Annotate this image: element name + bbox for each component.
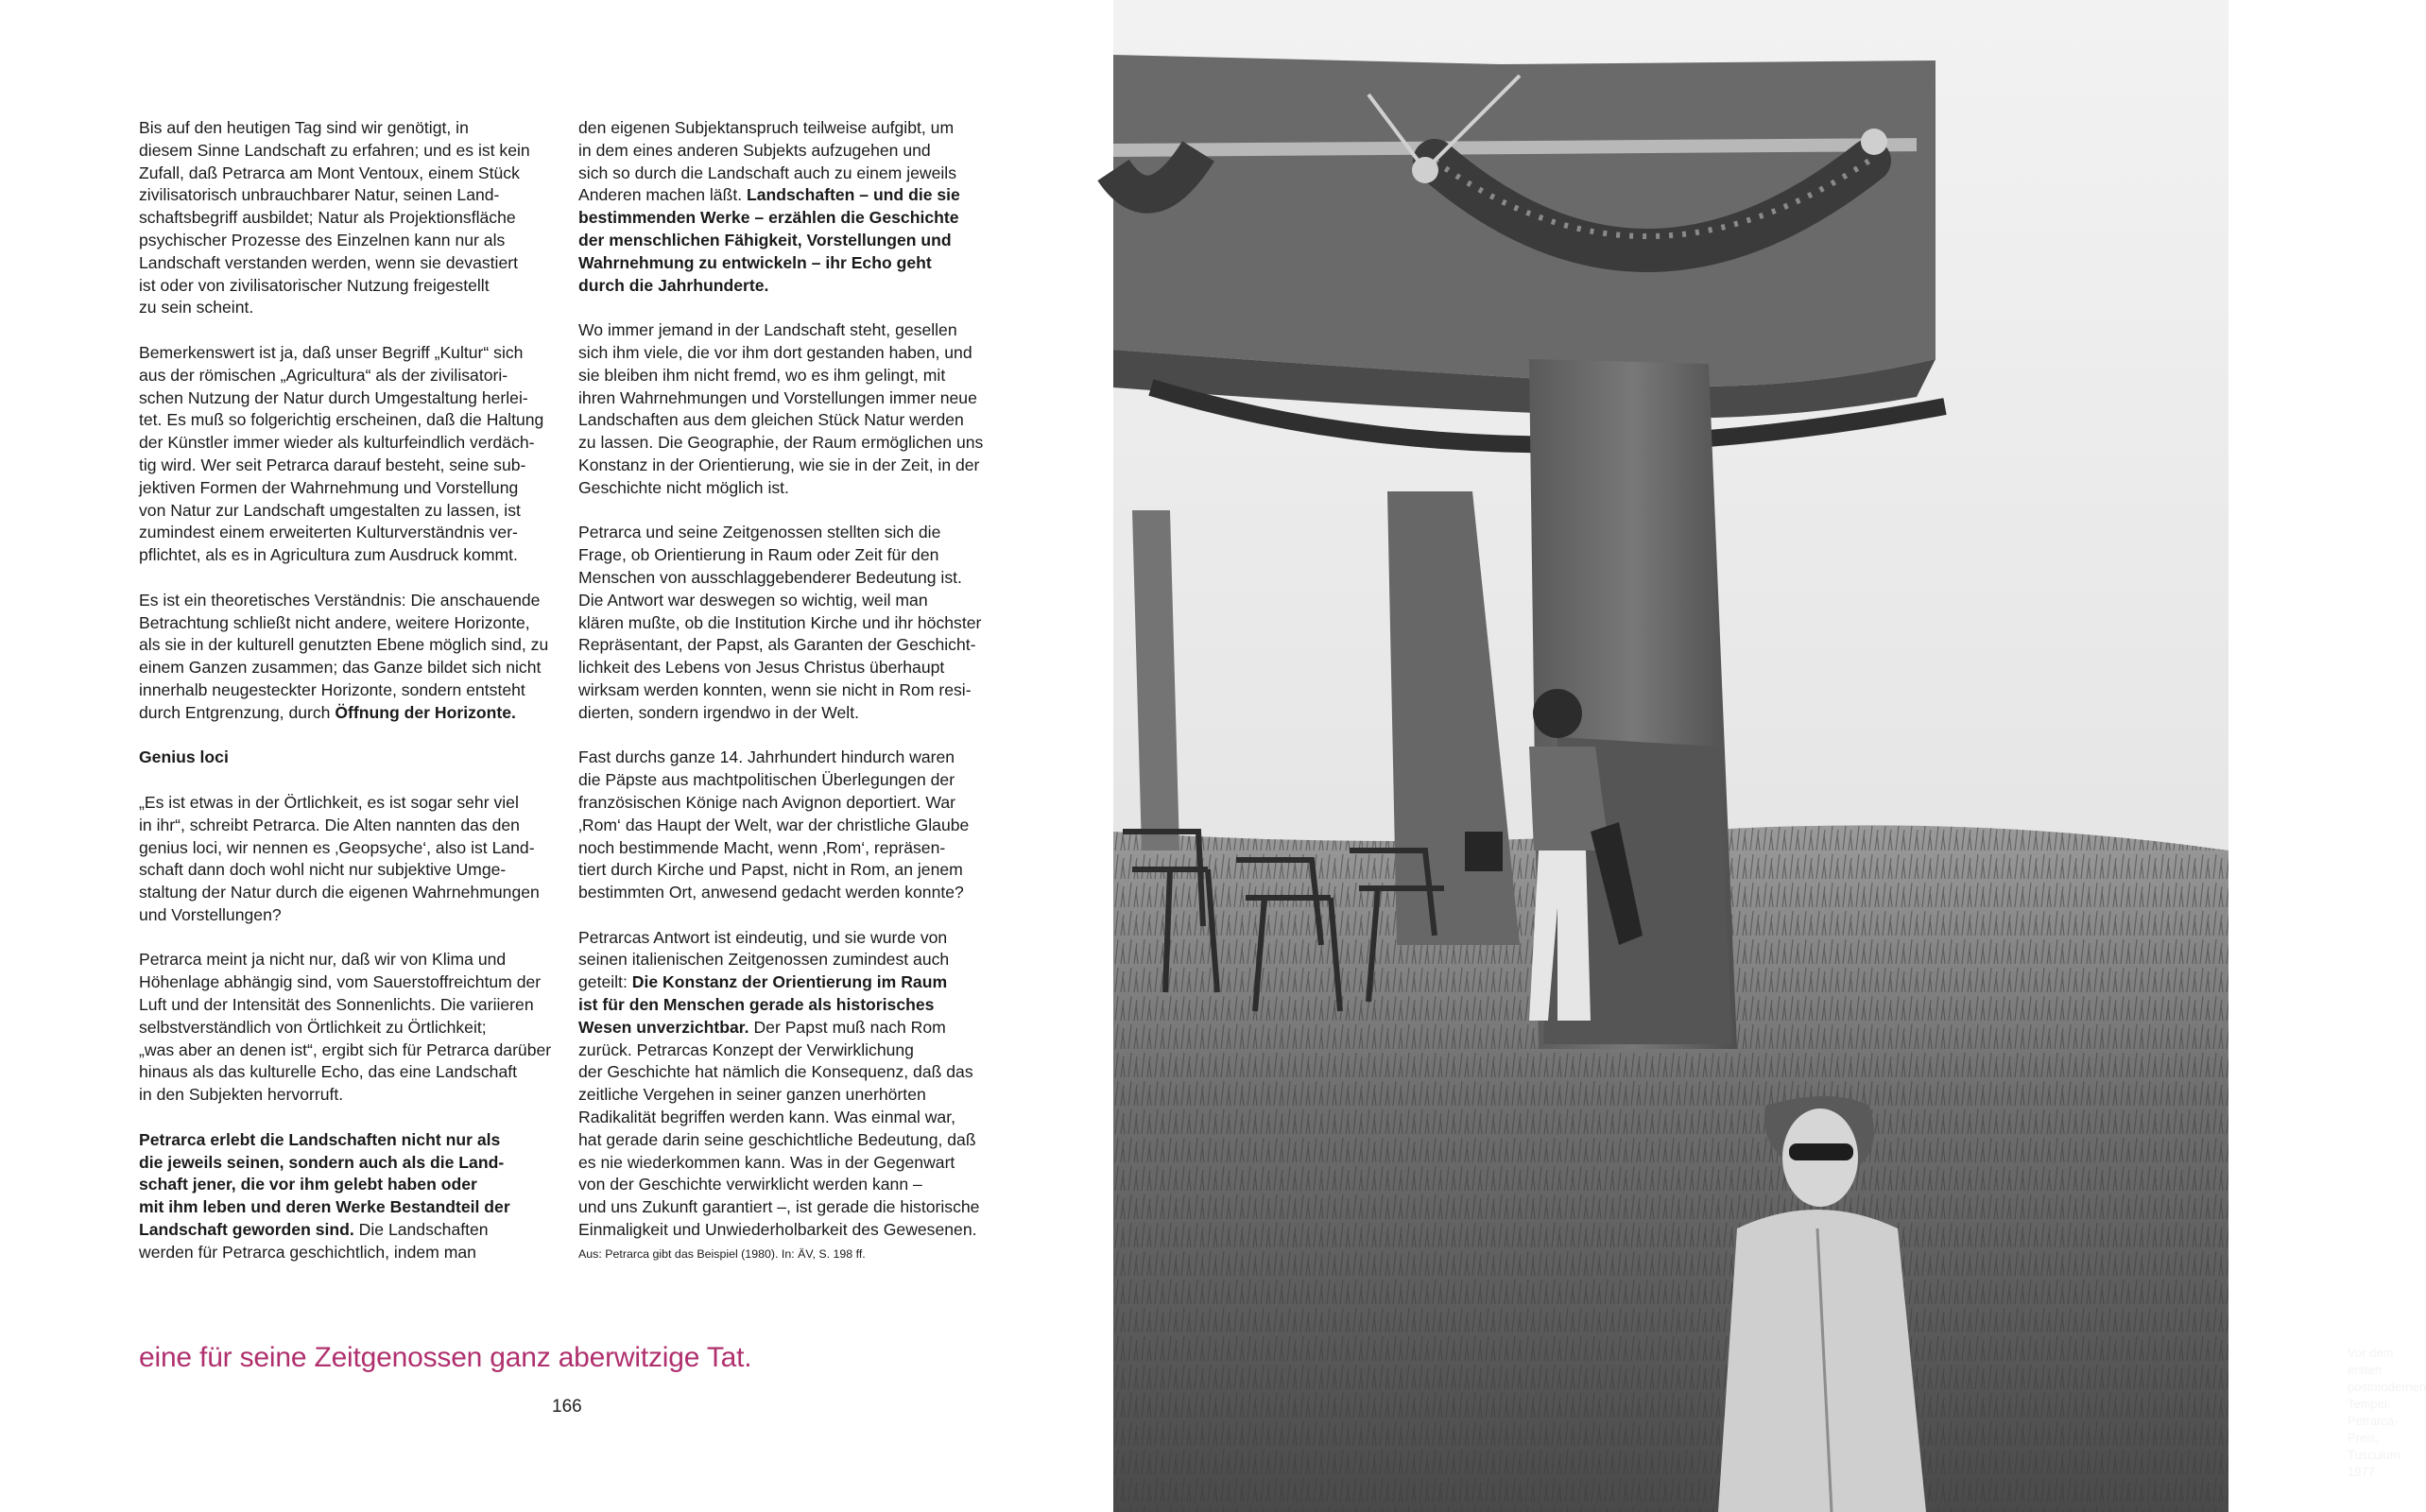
left-page [0, 0, 1113, 1512]
temple-photo-illustration [1113, 0, 2228, 1512]
paragraph-text: den eigenen Subjektanspruch teilweise aufgibt, um in dem eines anderen Subjekts aufzugehen und sich so durch die Landschaft auch zu einem jeweils Anderen machen läßt. [578, 118, 956, 205]
temple-canopy [1113, 55, 1945, 445]
emphasis-text: Öffnung der Horizonte. [335, 702, 516, 722]
paragraph-text: Der Papst muß nach Rom zurück. Petrarcas Konzept der Verwirklichung der Geschichte hat nämlich die Konsequenz, daß das zeitliche Vergehen in seiner ganzen unerhörten Radikalität begriffen werden kann. Was einmal war, hat gerade darin seine geschichtliche Bedeutung, daß es nie wiederkommen kann. Was in der Gegenwart von der Geschichte verwirklicht werden kann – und uns Zukunft garantiert –, ist gerade die historische Einmaligkeit und Unwiederholbarkeit des Gewesenen. [578, 1017, 980, 1240]
text-column-left [139, 117, 569, 1264]
section-heading: Genius loci [139, 747, 229, 767]
emphasis-text: Landschaften – und die sie bestimmenden Werke – erzählen die Geschichte der menschlichen Fähigkeit, Vorstellungen und Wahrnehmung zu entwickeln – ihr Echo geht durch die Jahrhunderte. [578, 185, 960, 295]
paragraph [139, 590, 569, 725]
paragraph: „Es ist etwas in der Örtlichkeit, es ist sogar sehr viel in ihr“, schreibt Petrarca. Die Alten nannten das den genius loci, wir nennen es ‚Geopsyche‘, also ist Land- schaft dann doch wohl nicht nur subjektive Umge- staltung der Natur durch die eigenen Wahrnehmungen und Vorstellungen? [139, 792, 540, 924]
pull-quote: eine für seine Zeitgenossen ganz aberwitzige Tat. [139, 1342, 752, 1373]
paragraph: Petrarca meint ja nicht nur, daß wir von Klima und Höhenlage abhängig sind, vom Sauerstoffreichtum der Luft und der Intensität des Sonnenlichts. Die variieren selbstverständlich von Örtlichkeit zu Örtlichkeit; „was aber an denen ist“, ergibt sich für Petrarca darüber hinaus als das kulturelle Echo, das eine Landschaft in den Subjekten hervorruft. [139, 950, 552, 1105]
paragraph [578, 927, 1008, 1242]
paragraph: Bis auf den heutigen Tag sind wir genötigt, in diesem Sinne Landschaft zu erfahren; und es ist kein Zufall, daß Petrarca am Mont Ventoux, einem Stück zivilisatorisch unbrauchbarer Natur, seinen Land- schaftsbegriff ausbildet; Natur als Projektionsfläche psychischer Prozesse des Einzelnen kann nur als Landschaft verstanden werden, wenn sie devastiert ist oder von zivilisatorischer Nutzung freigestellt zu sein scheint. [139, 118, 530, 318]
paragraph-text: Petrarcas Antwort ist eindeutig, und sie wurde von seinen italienischen Zeitgenossen zumindest auch geteilt: [578, 927, 950, 992]
paragraph: Petrarca und seine Zeitgenossen stellten sich die Frage, ob Orientierung in Raum oder Zeit für den Menschen von ausschlaggebenderer Bedeutung ist. Die Antwort war deswegen so wichtig, weil man klären mußte, ob die Institution Kirche und ihr höchster Repräsentant, der Papst, als Garanten der Geschicht- lichkeit des Lebens von Jesus Christus überhaupt wirksam werden konnten, wenn sie nicht in Rom resi- dierten, sondern irgendwo in der Welt. [578, 523, 982, 722]
emphasis-text: Die Konstanz der Orientierung im Raum ist für den Menschen gerade als historisches Wesen unverzichtbar. [578, 972, 948, 1037]
emphasis-text: Petrarca erlebt die Landschaften nicht nur als die jeweils seinen, sondern auch als die Land- schaft jener, die vor ihm gelebt haben oder mit ihm leben und deren Werke Bestandteil der Landschaft geworden sind. [139, 1129, 510, 1240]
paragraph: Fast durchs ganze 14. Jahrhundert hindurch waren die Päpste aus machtpolitischen Überlegungen der französischen Könige nach Avignon deportiert. War ‚Rom‘ das Haupt der Welt, war der christliche Glaube noch bestimmende Macht, wenn ‚Rom‘, repräsen- tiert durch Kirche und Papst, nicht in Rom, an jenem bestimmten Ort, anwesend gedacht werden konnte? [578, 747, 970, 902]
page-number: 166 [552, 1397, 582, 1417]
paragraph: Wo immer jemand in der Landschaft steht, gesellen sich ihm viele, die vor ihm dort gestanden haben, und sie bleiben ihm nicht fremd, wo es ihm gelingt, mit ihren Wahrnehmungen und Vorstellungen immer neue Landschaften aus dem gleichen Stück Natur werden zu lassen. Die Geographie, der Raum ermöglichen uns Konstanz in der Orientierung, wie sie in der Zeit, in der Geschichte nicht möglich ist. [578, 320, 984, 497]
photograph [1113, 0, 2426, 1512]
paragraph-text: Die Landschaften werden für Petrarca geschichtlich, indem man [139, 1220, 489, 1262]
paragraph [139, 1129, 569, 1264]
photo-caption: Vor dem ersten postmodernen Tempel. Petrarca-Preis, Tusculum 1977 [2348, 1346, 2426, 1479]
text-column-right [578, 117, 1008, 1263]
paragraph: Bemerkenswert ist ja, daß unser Begriff „Kultur“ sich aus der römischen „Agricultura“ als der zivilisatori- schen Nutzung der Natur durch Umgestaltung herlei- tet. Es muß so folgerichtig erscheinen, daß die Haltung der Künstler immer wieder als kulturfeindlich verdäch- tig wird. Wer seit Petrarca darauf besteht, seine sub- jektiven Formen der Wahrnehmung und Vorstellung von Natur zur Landschaft umgestalten zu lassen, ist zumindest einem erweiterten Kulturverständnis ver- pflichtet, als es in Agricultura zum Ausdruck kommt. [139, 342, 544, 565]
source-citation: Aus: Petrarca gibt das Beispiel (1980). In: ÄV, S. 198 ff. [578, 1246, 866, 1261]
paragraph [578, 117, 1008, 297]
paragraph-text: Es ist ein theoretisches Verständnis: Die anschauende Betrachtung schließt nicht andere, weitere Horizonte, als sie in der kulturell genutzten Ebene möglich sind, zu einem Ganzen zusammen; das Ganze bildet sich nicht innerhalb neugesteckter Horizonte, sondern entsteht durch Entgrenzung, durch [139, 590, 549, 722]
